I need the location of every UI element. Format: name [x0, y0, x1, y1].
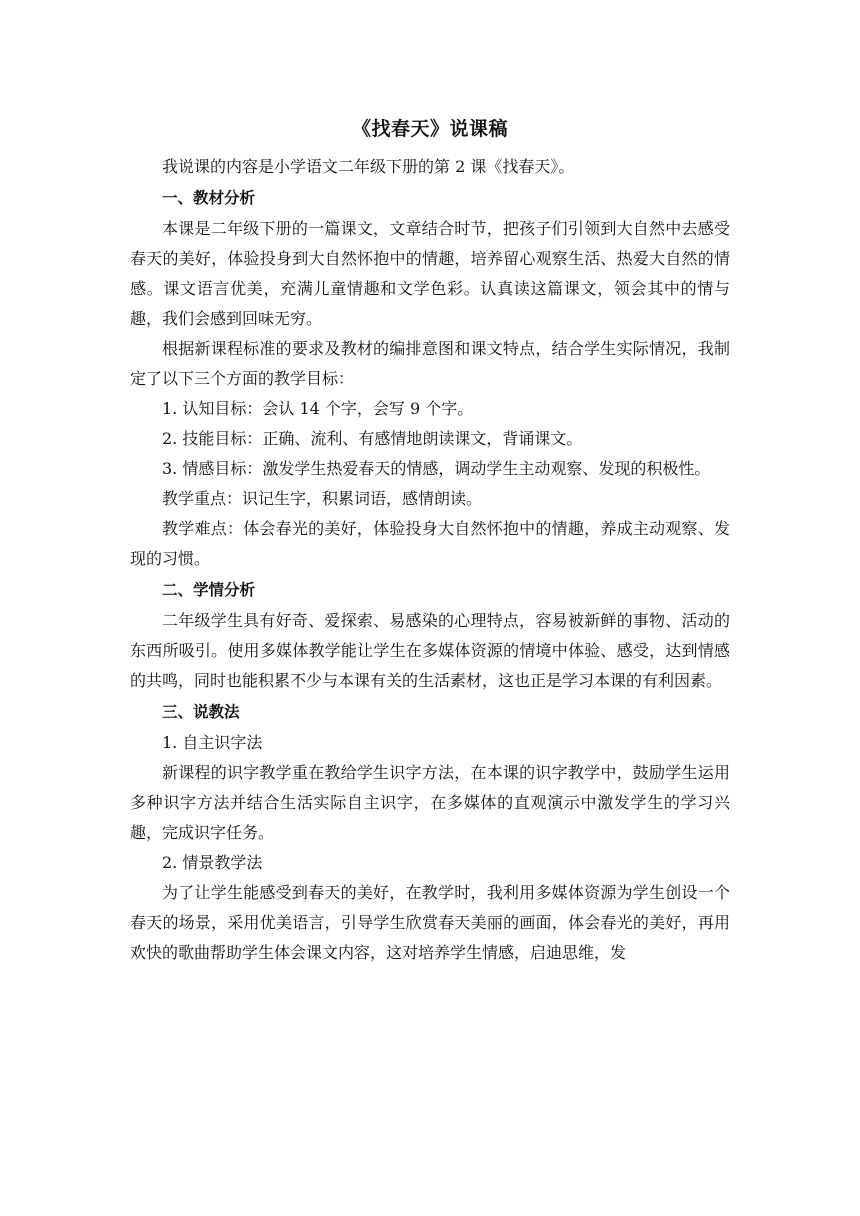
student-analysis-paragraph: 二年级学生具有好奇、爱探索、易感染的心理特点，容易被新鲜的事物、活动的东西所吸引。使用多媒体教学能让学生在多媒体资源的情境中体验、感受，达到情感的共鸣，同时也能积累不少与本课有关的生活素材，这也正是学习本课的有利因素。 [130, 611, 730, 690]
teaching-goals-intro: 根据新课程标准的要求及教材的编排意图和课文特点，结合学生实际情况，我制定了以下三个方面的教学目标： [130, 339, 730, 388]
teaching-key-point: 教学重点：识记生字，积累词语，感情朗读。 [162, 489, 483, 508]
document-title: 《找春天》说课稿 [351, 118, 508, 140]
textbook-analysis-paragraph: 本课是二年级下册的一篇课文，文章结合时节，把孩子们引领到大自然中去感受春天的美好，体验投身到大自然怀抱中的情趣，培养留心观察生活、热爱大自然的情感。课文语言优美，充满儿童情趣和文学色彩。认真读这篇课文，领会其中的情与趣，我们会感到回味无穷。 [130, 219, 730, 328]
section-heading-teaching-methods: 三、说教法 [162, 703, 240, 721]
goal-emotion: 3. 情感目标：激发学生热爱春天的情感，调动学生主动观察、发现的积极性。 [162, 459, 711, 478]
section-heading-student-analysis: 二、学情分析 [162, 581, 256, 599]
method-2-text: 为了让学生能感受到春天的美好，在教学时，我利用多媒体资源为学生创设一个春天的场景，采用优美语言，引导学生欣赏春天美丽的画面，体会春光的美好，再用欢快的歌曲帮助学生体会课文内容，这对培养学生情感，启迪思维，发 [130, 883, 730, 962]
method-2-title: 2. 情景教学法 [162, 853, 263, 872]
intro-paragraph: 我说课的内容是小学语文二年级下册的第 2 课《找春天》。 [162, 157, 575, 176]
method-1-title: 1. 自主识字法 [162, 733, 263, 752]
document-body [130, 112, 730, 968]
method-1-text: 新课程的识字教学重在教给学生识字方法，在本课的识字教学中，鼓励学生运用多种识字方法并结合生活实际自主识字，在多媒体的直观演示中激发学生的学习兴趣，完成识字任务。 [130, 763, 730, 842]
teaching-difficulty: 教学难点：体会春光的美好，体验投身大自然怀抱中的情趣，养成主动观察、发现的习惯。 [130, 519, 730, 568]
goal-cognitive: 1. 认知目标：会认 14 个字，会写 9 个字。 [162, 399, 474, 418]
section-heading-textbook-analysis: 一、教材分析 [162, 189, 256, 207]
goal-skill: 2. 技能目标：正确、流利、有感情地朗读课文，背诵课文。 [162, 429, 583, 448]
